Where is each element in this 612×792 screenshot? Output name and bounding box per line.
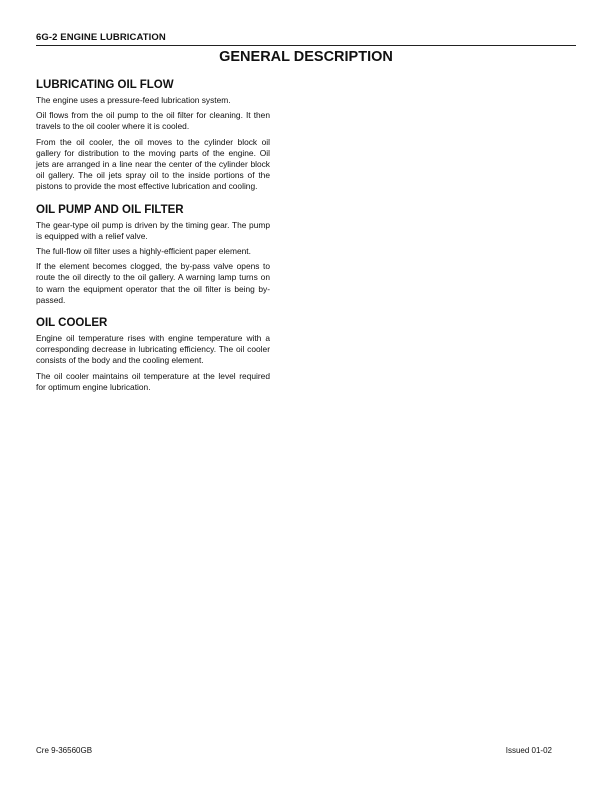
section-oil-pump-and-oil-filter bbox=[36, 203, 270, 306]
paragraph: Engine oil temperature rises with engine temperature with a corresponding decrease in lubricating efficiency. The oil cooler consists of the body and the cooling element. bbox=[36, 333, 270, 366]
document-code: Cre 9-36560GB bbox=[36, 746, 93, 755]
paragraph: From the oil cooler, the oil moves to the cylinder block oil gallery for distribution to the moving parts of the engine. Oil jets are arranged in a line near the center of the cylinder block oil gallery. The oil jets spray oil to the inside portions of the pistons to provide the most effective lubrication and cooling. bbox=[36, 136, 270, 192]
section-heading: OIL COOLER bbox=[36, 317, 108, 330]
issue-date: Issued 01-02 bbox=[505, 746, 552, 755]
section-lubricating-oil-flow bbox=[36, 78, 270, 193]
page-title: GENERAL DESCRIPTION bbox=[219, 49, 393, 65]
section-oil-cooler bbox=[36, 316, 270, 393]
header-divider bbox=[36, 45, 576, 46]
paragraph: The engine uses a pressure-feed lubrication system. bbox=[36, 95, 231, 105]
paragraph: If the element becomes clogged, the by-pass valve opens to route the oil directly to the oil gallery. A warning lamp turns on to warn the equipment operator that the oil filter is being by-passed. bbox=[36, 261, 270, 305]
section-heading: LUBRICATING OIL FLOW bbox=[36, 79, 174, 91]
paragraph: The full-flow oil filter uses a highly-efficient paper element. bbox=[36, 246, 251, 257]
text-column bbox=[36, 78, 270, 403]
paragraph: Oil flows from the oil pump to the oil filter for cleaning. It then travels to the oil cooler where it is cooled. bbox=[36, 110, 270, 132]
paragraph: The oil cooler maintains oil temperature at the level required for optimum engine lubrication. bbox=[36, 370, 270, 392]
section-heading: OIL PUMP AND OIL FILTER bbox=[36, 203, 184, 216]
page-header: 6G-2 ENGINE LUBRICATION bbox=[36, 32, 166, 43]
paragraph: The gear-type oil pump is driven by the timing gear. The pump is equipped with a relief valve. bbox=[36, 219, 270, 241]
